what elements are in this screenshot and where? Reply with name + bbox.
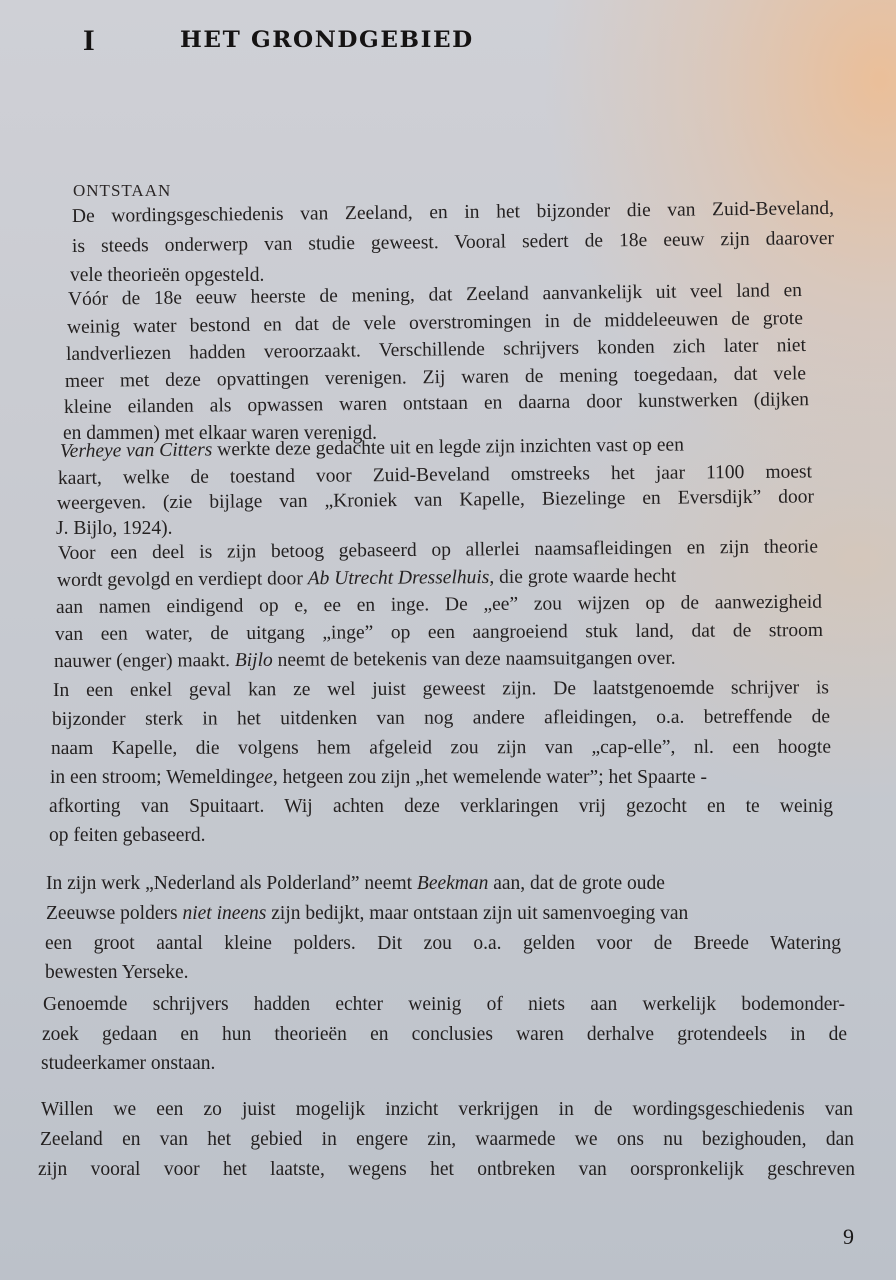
text-segment: Zeeuwse polders bbox=[46, 903, 183, 924]
text-line: vele theorieën opgesteld. bbox=[70, 265, 265, 286]
text-line: weergeven. (zie bijlage van „Kroniek van Kapelle, Biezelinge en Eversdijk” door bbox=[56, 486, 815, 514]
text-line: landverliezen hadden veroorzaakt. Verschillende schrijvers konden zich later niet bbox=[65, 334, 807, 365]
text-line: van een water, de uitgang „inge” op een aangroeiend stuk land, dat de stroom bbox=[54, 619, 824, 645]
text-line: Zeeland en van het gebied in engere zin, waarmede we ons nu bezighouden, dan bbox=[40, 1129, 854, 1150]
text-line: De wordingsgeschiedenis van Zeeland, en in het bijzonder die van Zuid-Beveland, bbox=[71, 198, 835, 227]
text-segment: aan, dat de grote oude bbox=[488, 873, 665, 894]
page-number: 9 bbox=[843, 1224, 854, 1249]
text-segment: nauwer (enger) maakt. bbox=[53, 650, 235, 672]
text-line bbox=[50, 768, 832, 788]
section-heading: ONTSTAAN bbox=[73, 181, 172, 200]
text-line: J. Bijlo, 1924). bbox=[56, 518, 173, 539]
text-line: kleine eilanden als opwassen waren ontstaan en daarna door kunstwerken (dijken bbox=[63, 389, 810, 418]
text-line: op feiten gebaseerd. bbox=[49, 825, 206, 846]
author-name-italic: Beekman bbox=[416, 873, 489, 894]
text-line bbox=[46, 874, 838, 894]
text-segment: werkte deze gedachte uit en legde zijn inzichten vast op een bbox=[212, 434, 685, 461]
italic-suffix: ee bbox=[255, 767, 273, 788]
text-line: meer met deze opvattingen verenigen. Zij waren de mening toegedaan, dat vele bbox=[64, 363, 807, 392]
text-line bbox=[54, 649, 676, 672]
text-line: naam Kapelle, die volgens hem afgeleid zou zijn van „cap-elle”, nl. een hoogte bbox=[50, 736, 832, 759]
text-line: Voor een deel is zijn betoog gebaseerd op allerlei naamsafleidingen en zijn theorie bbox=[57, 536, 819, 564]
text-line: zoek gedaan en hun theorieën en conclusies waren derhalve grotendeels in de bbox=[42, 1024, 847, 1045]
text-segment: In zijn werk „Nederland als Polderland” neemt bbox=[46, 873, 417, 894]
text-segment: , die grote waarde hecht bbox=[489, 565, 677, 588]
text-line: Genoemde schrijvers hadden echter weinig of niets aan werkelijk bodemonder- bbox=[43, 994, 845, 1015]
text-line: In een enkel geval kan ze wel juist geweest zijn. De laatstgenoemde schrijver is bbox=[52, 677, 830, 701]
text-segment: wordt gevolgd en verdiept door bbox=[56, 568, 308, 591]
author-name-italic: Bijlo bbox=[234, 649, 273, 672]
text-line bbox=[57, 566, 819, 591]
chapter-title: HET GRONDGEBIED bbox=[180, 27, 474, 53]
text-line: zijn vooral voor het laatste, wegens het ontbreken van oorspronkelijk geschreven bbox=[38, 1159, 855, 1180]
author-name-italic: Ab Utrecht Dresselhuis bbox=[307, 566, 490, 590]
text-line: aan namen eindigend op e, ee en inge. De „ee” zou wijzen op de aanwezigheid bbox=[55, 591, 823, 618]
text-segment: zijn bedijkt, maar ontstaan zijn uit samenvoeging van bbox=[266, 903, 689, 924]
text-line: Vóór de 18e eeuw heerste de mening, dat Zeeland aanvankelijk uit veel land en bbox=[67, 280, 803, 310]
text-line bbox=[46, 904, 840, 924]
text-line: bewesten Yerseke. bbox=[45, 962, 189, 983]
text-segment: in een stroom; Wemelding bbox=[50, 767, 256, 788]
text-line: bijzonder sterk in het uitdenken van nog andere afleidingen, o.a. betreffende de bbox=[51, 706, 831, 730]
text-line: afkorting van Spuitaart. Wij achten deze verklaringen vrij gezocht en te weinig bbox=[49, 796, 833, 817]
text-line: weinig water bestond en dat de vele overstromingen in de middeleeuwen de grote bbox=[66, 308, 804, 338]
text-line: Willen we een zo juist mogelijk inzicht verkrijgen in de wordingsgeschiedenis van bbox=[41, 1099, 853, 1120]
emphasis-italic: niet ineens bbox=[182, 903, 267, 924]
text-segment: , hetgeen zou zijn „het wemelende water”; het Spaarte - bbox=[272, 767, 708, 788]
author-name-italic: Verheye van Citters bbox=[59, 439, 213, 462]
chapter-number: I bbox=[83, 24, 95, 57]
text-line: en dammen) met elkaar waren verenigd. bbox=[63, 423, 378, 444]
text-line: kaart, welke de toestand voor Zuid-Beveland omstreeks het jaar 1100 moest bbox=[57, 461, 813, 489]
text-segment: neemt de betekenis van deze naamsuitgangen over. bbox=[272, 647, 676, 671]
text-line: studeerkamer onstaan. bbox=[41, 1053, 216, 1074]
text-line: een groot aantal kleine polders. Dit zou o.a. gelden voor de Breede Watering bbox=[45, 933, 841, 954]
text-line: is steeds onderwerp van studie geweest. Vooral sedert de 18e eeuw zijn daarover bbox=[71, 228, 835, 257]
